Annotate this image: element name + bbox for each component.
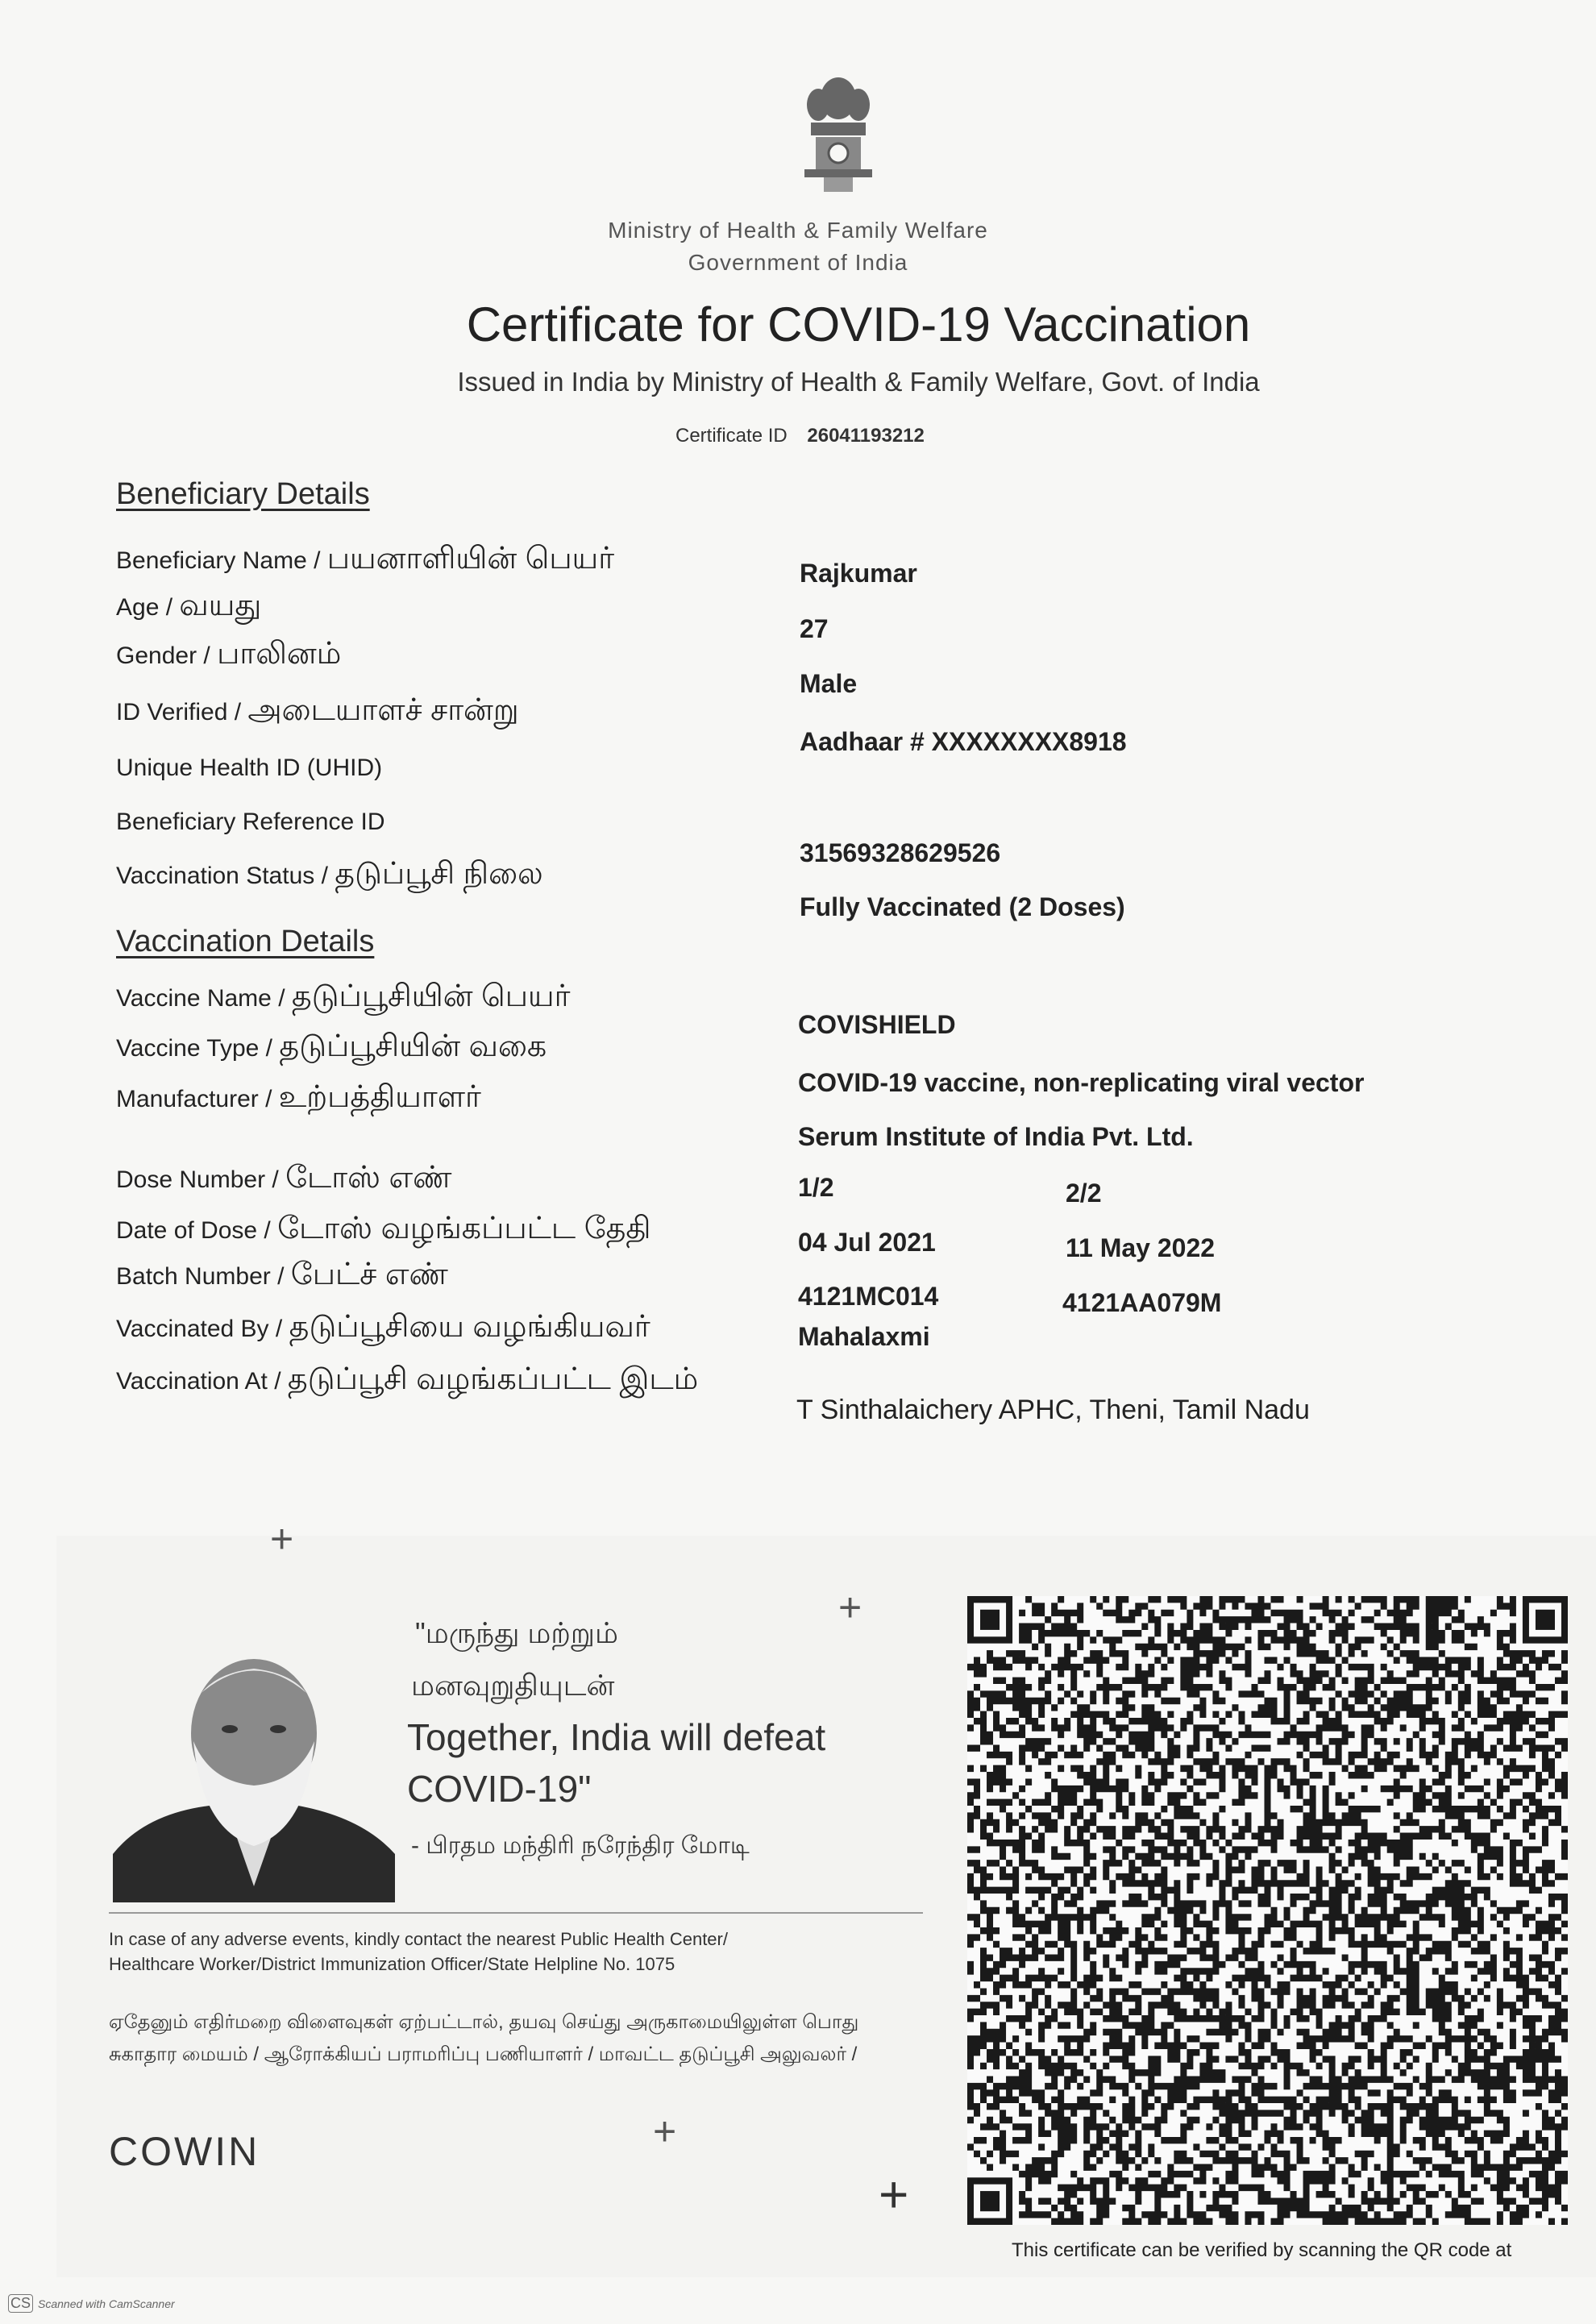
- plus-mark-icon: +: [653, 2109, 677, 2154]
- issued-by: Issued in India by Ministry of Health & Family Welfare, Govt. of India: [457, 367, 1260, 397]
- status-value: Fully Vaccinated (2 Doses): [800, 892, 1125, 921]
- id-label: ID Verified / அடையாளச் சான்று: [116, 693, 519, 727]
- age-value: 27: [800, 614, 829, 643]
- id-value: Aadhaar # XXXXXXXX8918: [800, 727, 1127, 756]
- certificate-title: Certificate for COVID-19 Vaccination: [466, 297, 1251, 351]
- uhid-label: Unique Health ID (UHID): [116, 755, 383, 781]
- vaccination-heading: Vaccination Details: [116, 925, 375, 958]
- government-name: Government of India: [688, 250, 908, 275]
- certificate-id-label: Certificate ID: [675, 425, 788, 447]
- quote-english-line-1: Together, India will defeat: [407, 1716, 826, 1758]
- gender-label: Gender / பாலினம்: [116, 637, 342, 671]
- plus-mark-icon: +: [879, 2165, 909, 2223]
- certificate-id: [675, 425, 925, 447]
- qr-code[interactable]: [967, 1596, 1568, 2225]
- vaccinated-by-label: Vaccinated By / தடுப்பூசியை வழங்கியவர்: [116, 1310, 650, 1344]
- dose-2-number: 2/2: [1066, 1179, 1102, 1208]
- vaccine-type-value: COVID-19 vaccine, non-replicating viral vector: [798, 1068, 1365, 1097]
- dose-date-label: Date of Dose / டோஸ் வழங்கப்பட்ட தேதி: [116, 1212, 651, 1245]
- helpline-line-1: In case of any adverse events, kindly contact the nearest Public Health Center/: [109, 1929, 728, 1949]
- dose-1-number: 1/2: [798, 1173, 834, 1202]
- ministry-name: Ministry of Health & Family Welfare: [608, 218, 988, 243]
- vaccine-name-value: COVISHIELD: [798, 1010, 956, 1039]
- quote-tamil-line-1: "மருந்து மற்றும்: [415, 1616, 618, 1649]
- vaccinated-at-label: Vaccination At / தடுப்பூசி வழங்கப்பட்ட இடம்: [116, 1362, 699, 1396]
- dose-2-date: 11 May 2022: [1066, 1233, 1216, 1262]
- name-label: Beneficiary Name / பயனாளியின் பெயர்: [116, 542, 615, 576]
- ref-id-label: Beneficiary Reference ID: [116, 809, 385, 835]
- helpline-tamil-line-2: சுகாதார மையம் / ஆரோக்கியப் பராமரிப்பு பணியாளர் / மாவட்ட தடுப்பூசி அலுவலர் /: [109, 2043, 858, 2065]
- scanner-watermark: CS Scanned with CamScanner: [8, 2294, 175, 2313]
- quote-tamil-line-2: மனவுறுதியுடன்: [411, 1669, 615, 1702]
- vaccine-name-label: Vaccine Name / தடுப்பூசியின் பெயர்: [116, 979, 571, 1013]
- national-emblem-icon: [782, 56, 895, 202]
- beneficiary-heading: Beneficiary Details: [116, 477, 370, 511]
- gender-value: Male: [800, 669, 858, 698]
- prime-minister-portrait: [113, 1644, 395, 1902]
- dose-1-batch: 4121MC014: [798, 1282, 939, 1311]
- plus-mark-icon: +: [838, 1585, 862, 1630]
- manufacturer-label: Manufacturer / உற்பத்தியாளர்: [116, 1080, 481, 1114]
- camscanner-logo: CS: [8, 2294, 33, 2313]
- helpline-tamil-line-1: ஏதேனும் எதிர்மறை விளைவுகள் ஏற்பட்டால், தயவு செய்து அருகாமையிலுள்ள பொது: [109, 2011, 859, 2033]
- dose-number-label: Dose Number / டோஸ் எண்: [116, 1161, 452, 1195]
- name-value: Rajkumar: [800, 559, 917, 588]
- helpline-line-2: Healthcare Worker/District Immunization Officer/State Helpline No. 1075: [109, 1954, 675, 1974]
- quote-attribution: - பிரதம மந்திரி நரேந்திர மோடி: [411, 1832, 750, 1859]
- vaccinated-by-value: Mahalaxmi: [798, 1322, 930, 1351]
- cowin-logo: COWIN: [109, 2129, 260, 2174]
- certificate-id-value: 26041193212: [807, 425, 925, 447]
- divider: [109, 1912, 923, 1914]
- vaccine-type-label: Vaccine Type / தடுப்பூசியின் வகை: [116, 1029, 547, 1063]
- vaccinated-at-value: T Sinthalaichery APHC, Theni, Tamil Nadu: [796, 1395, 1310, 1425]
- dose-2-batch: 4121AA079M: [1062, 1288, 1222, 1317]
- status-label: Vaccination Status / தடுப்பூசி நிலை: [116, 857, 543, 891]
- ref-id-value: 31569328629526: [800, 838, 1001, 867]
- batch-number-label: Batch Number / பேட்ச் எண்: [116, 1258, 448, 1291]
- quote-english-line-2: COVID-19": [407, 1768, 592, 1810]
- qr-verification-note: This certificate can be verified by scanning the QR code at: [1012, 2239, 1512, 2261]
- age-label: Age / வயது: [116, 588, 262, 622]
- plus-mark-icon: +: [270, 1516, 294, 1561]
- dose-1-date: 04 Jul 2021: [798, 1228, 936, 1257]
- manufacturer-value: Serum Institute of India Pvt. Ltd.: [798, 1122, 1194, 1151]
